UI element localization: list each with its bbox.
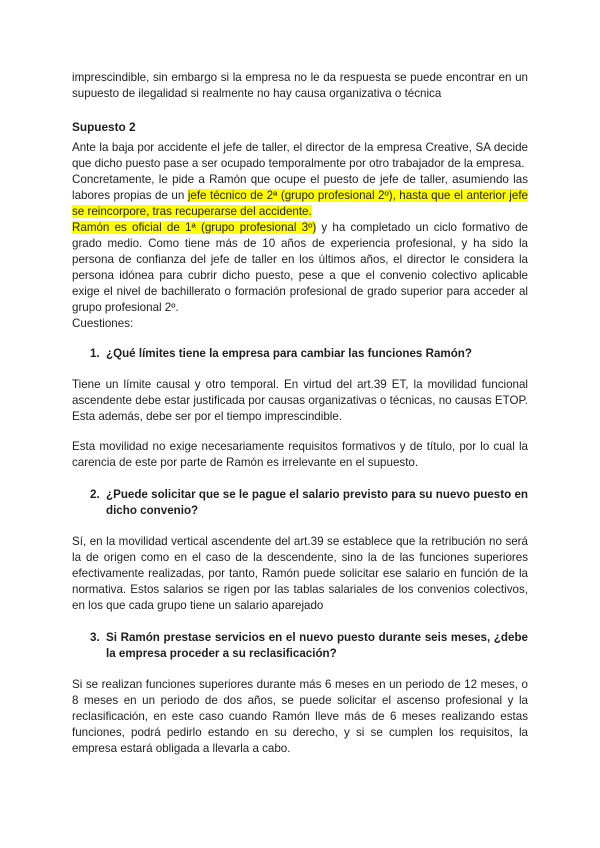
paragraph-ramon	[72, 220, 528, 316]
highlight-jefe-tecnico: jefe técnico de 2ª (grupo profesional 2º), hasta que el anterior jefe se reincorpore, tras recuperarse del accidente.	[72, 189, 528, 218]
answer-1-paragraph-1: Tiene un límite causal y otro temporal. En virtud del art.39 ET, la movilidad funcional ascendente debe estar justificada por causas organizativas o técnicas, no causas ETOP. Esta además, debe ser por el tiempo imprescindible.	[72, 378, 528, 423]
paragraph-baja: Ante la baja por accidente el jefe de taller, el director de la empresa Creative, SA decide que dicho puesto pase a ser ocupado temporalmente por otro trabajador de la empresa.	[72, 141, 528, 170]
question-number: 3.	[90, 631, 100, 644]
paragraph-concretamente	[72, 172, 528, 220]
answer-1-paragraph-2: Esta movilidad no exige necesariamente requisitos formativos y de título, por lo cual la carencia de este por parte de Ramón es irrelevante en el supuesto.	[72, 440, 528, 469]
question-1	[72, 346, 528, 362]
question-text: ¿Qué límites tiene la empresa para cambiar las funciones Ramón?	[106, 347, 472, 360]
answer-3-paragraph-1: Si se realizan funciones superiores durante más 6 meses en un periodo de 12 meses, o 8 meses en un periodo de dos años, se puede solicitar el ascenso profesional y la reclasificación, en este caso cuando Ramón lleve más de 6 meses realizando estas funciones, podrá pedirlo estando en su derecho, y si se cumplen los requisitos, la empresa estará obligada a llevarla a cabo.	[72, 678, 528, 755]
intro-paragraph: imprescindible, sin embargo si la empresa no le da respuesta se puede encontrar en un supuesto de ilegalidad si realmente no hay causa organizativa o técnica	[72, 71, 528, 100]
question-text: ¿Puede solicitar que se le pague el salario previsto para su nuevo puesto en dicho convenio?	[106, 488, 528, 517]
highlight-oficial: Ramón es oficial de 1ª (grupo profesional 3º)	[72, 221, 317, 234]
paragraph-concretamente-text: Concretamente, le pide a Ramón que ocupe el puesto de jefe de taller, asumiendo las labores propias de un	[72, 173, 528, 202]
question-3	[72, 630, 528, 662]
question-number: 2.	[90, 488, 100, 501]
question-2	[72, 487, 528, 519]
section-title: Supuesto 2	[72, 120, 136, 134]
question-number: 1.	[90, 347, 100, 360]
answer-2-paragraph-1: Sí, en la movilidad vertical ascendente del art.39 se establece que la retribución no será la de origen como en el caso de la descendente, sino la de las funciones superiores efectivamente realizadas, por tanto, Ramón puede solicitar ese salario en función de la normativa. Estos salarios se rigen por las tablas salariales de los convenios colectivos, en los que cada grupo tiene un salario aparejado	[72, 535, 528, 612]
questions-label: Cuestiones:	[72, 317, 134, 330]
document-body	[72, 70, 528, 757]
question-text: Si Ramón prestase servicios en el nuevo puesto durante seis meses, ¿debe la empresa proceder a su reclasificación?	[106, 631, 528, 660]
paragraph-ramon-text: y ha completado un ciclo formativo de grado medio. Como tiene más de 10 años de experiencia profesional, y ha sido la persona de confianza del jefe de taller en los últimos años, el director le considera la persona idónea para cubrir dicho puesto, pese a que el convenio colectivo aplicable exige el nivel de bachillerato o formación profesional de grado superior para acceder al grupo profesional 2º.	[72, 221, 528, 314]
